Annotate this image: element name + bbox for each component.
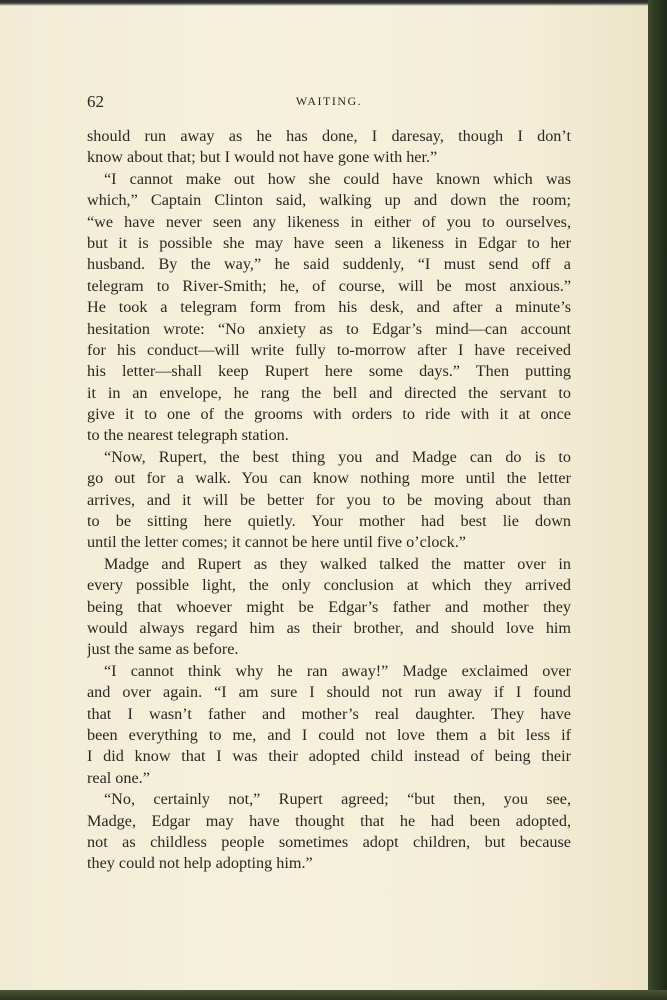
text-line: which,” Captain Clinton said, walking up and down the room; [87, 191, 571, 210]
text-line: go out for a walk. You can know nothing more until the letter [87, 469, 571, 488]
book-cover-bottom [0, 990, 667, 1000]
text-line: it in an envelope, he rang the bell and directed the servant to [87, 383, 571, 402]
page-top-edge [0, 0, 648, 6]
body-text [87, 126, 571, 875]
text-line: hesitation wrote: “No anxiety as to Edgar’s mind—can account [87, 319, 571, 338]
text-line: they could not help adopting him.” [87, 854, 313, 873]
text-line: to be sitting here quietly. Your mother had best lie down [87, 512, 571, 531]
text-line: He took a telegram form from his desk, and after a minute’s [87, 298, 571, 317]
text-line: being that whoever might be Edgar’s father and mother they [87, 597, 571, 616]
text-line: his letter—shall keep Rupert here some days.” Then putting [87, 362, 571, 381]
text-line: “we have never seen any likeness in either of you to ourselves, [87, 212, 571, 231]
text-line: not as childless people sometimes adopt children, but because [87, 832, 571, 851]
book-cover-edge [648, 0, 667, 1000]
text-line: know about that; but I would not have gone with her.” [87, 148, 438, 167]
text-line: telegram to River-Smith; he, of course, will be most anxious.” [87, 276, 571, 295]
text-line: Madge, Edgar may have thought that he had been adopted, [87, 811, 571, 830]
text-line: that I wasn’t father and mother’s real daughter. They have [87, 704, 571, 723]
text-line: and over again. “I am sure I should not run away if I found [87, 683, 571, 702]
text-line: “Now, Rupert, the best thing you and Madge can do is to [104, 447, 571, 466]
text-line: been everything to me, and I could not love them a bit less if [87, 725, 571, 744]
text-line: real one.” [87, 768, 150, 787]
text-line: would always regard him as their brother, and should love him [87, 618, 571, 637]
text-line: but it is possible she may have seen a likeness in Edgar to her [87, 233, 571, 252]
text-line: arrives, and it will be better for you to be moving about than [87, 490, 571, 509]
text-line: husband. By the way,” he said suddenly, “I must send off a [87, 255, 571, 274]
text-line: for his conduct—will write fully to-morrow after I have received [87, 340, 571, 359]
text-line: every possible light, the only conclusion at which they arrived [87, 576, 571, 595]
text-line: “I cannot think why he ran away!” Madge exclaimed over [104, 661, 571, 680]
text-line: Madge and Rupert as they walked talked the matter over in [104, 554, 571, 573]
page-number: 62 [87, 92, 104, 111]
text-line: “No, certainly not,” Rupert agreed; “but then, you see, [104, 790, 571, 809]
text-line: give it to one of the grooms with orders to ride with it at once [87, 405, 571, 424]
text-line: just the same as before. [87, 640, 239, 659]
text-line: I did know that I was their adopted child instead of being their [87, 747, 571, 766]
text-line: should run away as he has done, I daresay, though I don’t [87, 127, 571, 145]
running-title: WAITING. [295, 94, 363, 108]
text-line: to the nearest telegraph station. [87, 426, 289, 445]
text-line: “I cannot make out how she could have known which was [104, 169, 571, 188]
text-line: until the letter comes; it cannot be here until five o’clock.” [87, 533, 466, 552]
page-header [87, 92, 571, 114]
